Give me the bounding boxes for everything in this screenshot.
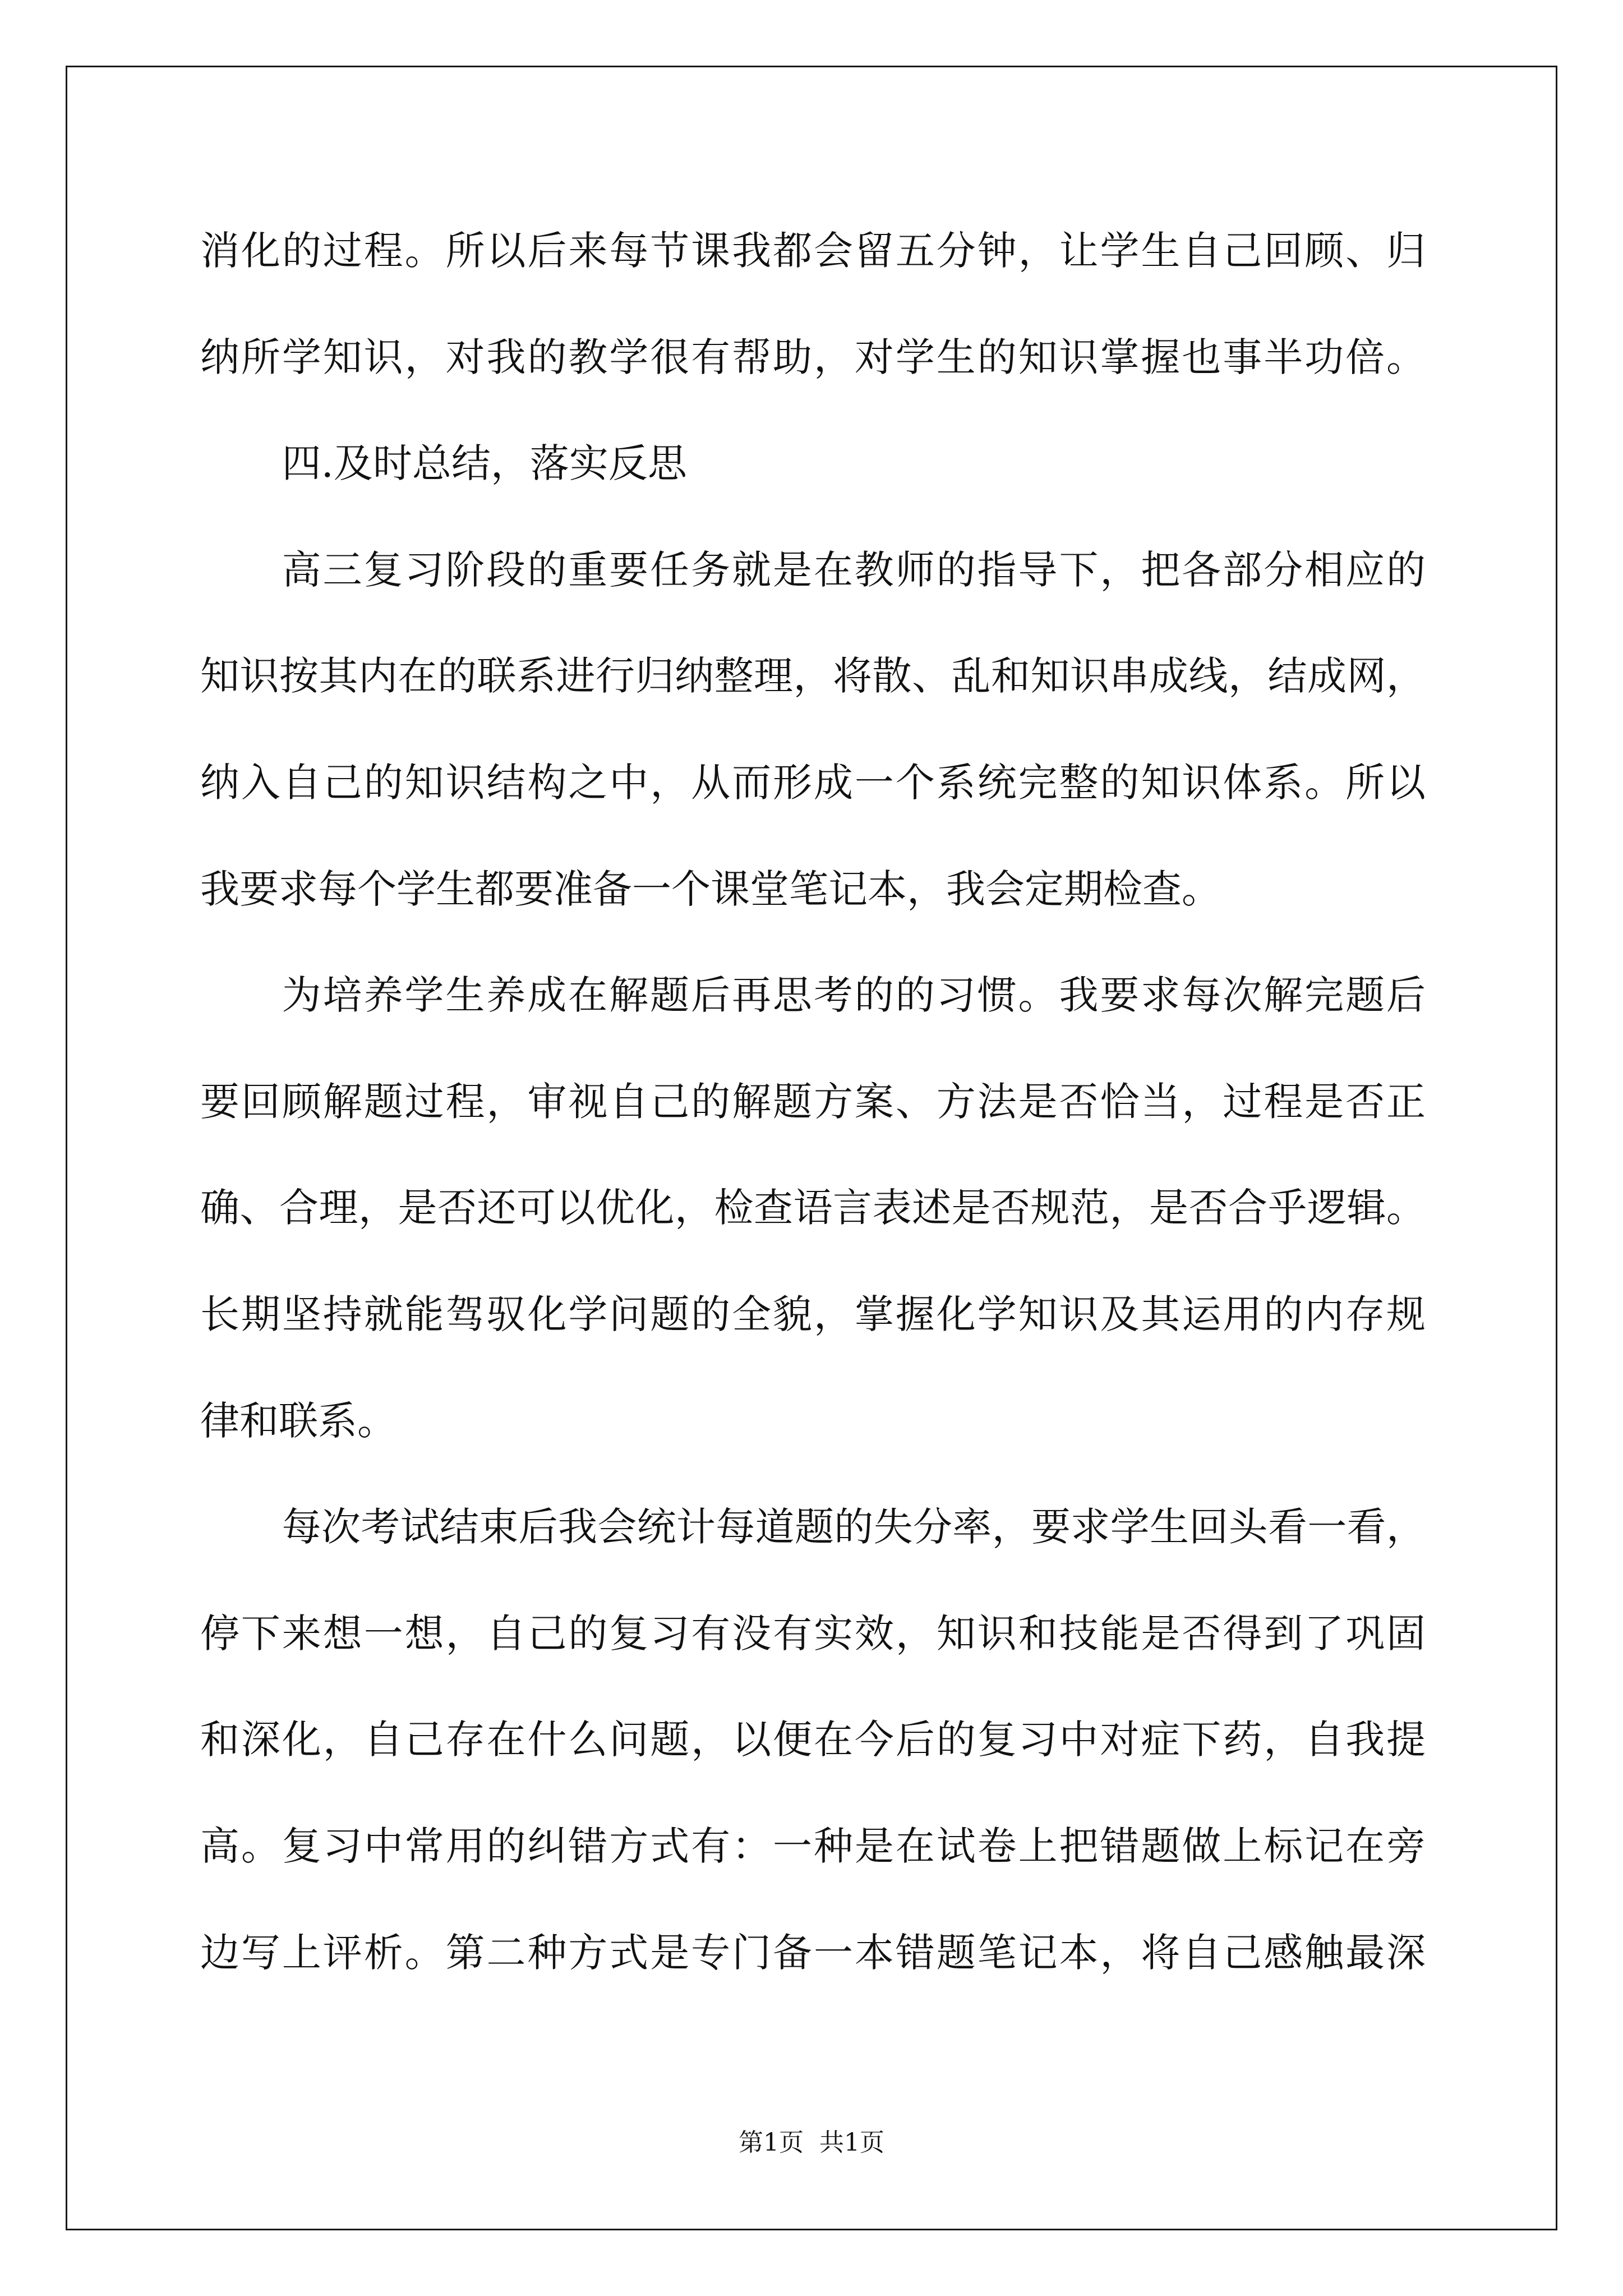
text-line: 为培养学生养成在解题后再思考的的习惯。我要求每次解完题后 — [282, 972, 1426, 1019]
text-line: 高。复习中常用的纠错方式有：一种是在试卷上把错题做上标记在旁 — [200, 1823, 1426, 1869]
text-line: 长期坚持就能驾驭化学问题的全貌，掌握化学知识及其运用的内存规 — [200, 1291, 1426, 1337]
section-heading-text: 四.及时总结，落实反思 — [282, 440, 687, 487]
text-line: 和深化，自己存在什么问题，以便在今后的复习中对症下药，自我提 — [200, 1717, 1426, 1763]
paragraph — [200, 1474, 1426, 2006]
text-line: 边写上评析。第二种方式是专门备一本错题笔记本，将自己感触最深 — [200, 1929, 1426, 1976]
text-line: 消化的过程。所以后来每节课我都会留五分钟，让学生自己回顾、归 — [200, 228, 1426, 274]
document-body — [200, 198, 1426, 2006]
paragraph — [200, 517, 1426, 942]
text-line: 每次考试结束后我会统计每道题的失分率，要求学生回头看一看， — [282, 1504, 1426, 1550]
text-line: 纳入自己的知识结构之中，从而形成一个系统完整的知识体系。所以 — [200, 759, 1426, 806]
text-line: 要回顾解题过程，审视自己的解题方案、方法是否恰当，过程是否正 — [200, 1078, 1426, 1125]
page-footer: 第1页 共1页 — [739, 2128, 884, 2157]
text-line: 律和联系。 — [200, 1397, 396, 1444]
text-line: 知识按其内在的联系进行归纳整理，将散、乱和知识串成线，结成网， — [200, 653, 1426, 700]
text-line: 高三复习阶段的重要任务就是在教师的指导下，把各部分相应的 — [282, 546, 1426, 593]
text-line: 纳所学知识，对我的教学很有帮助，对学生的知识掌握也事半功倍。 — [200, 334, 1426, 380]
section-heading — [200, 411, 1426, 517]
text-line: 停下来想一想，自己的复习有没有实效，知识和技能是否得到了巩固 — [200, 1610, 1426, 1657]
paragraph — [200, 198, 1426, 411]
text-line: 我要求每个学生都要准备一个课堂笔记本，我会定期检查。 — [200, 866, 1221, 912]
text-line: 确、合理，是否还可以优化，检查语言表述是否规范，是否合乎逻辑。 — [200, 1185, 1426, 1231]
paragraph — [200, 942, 1426, 1474]
